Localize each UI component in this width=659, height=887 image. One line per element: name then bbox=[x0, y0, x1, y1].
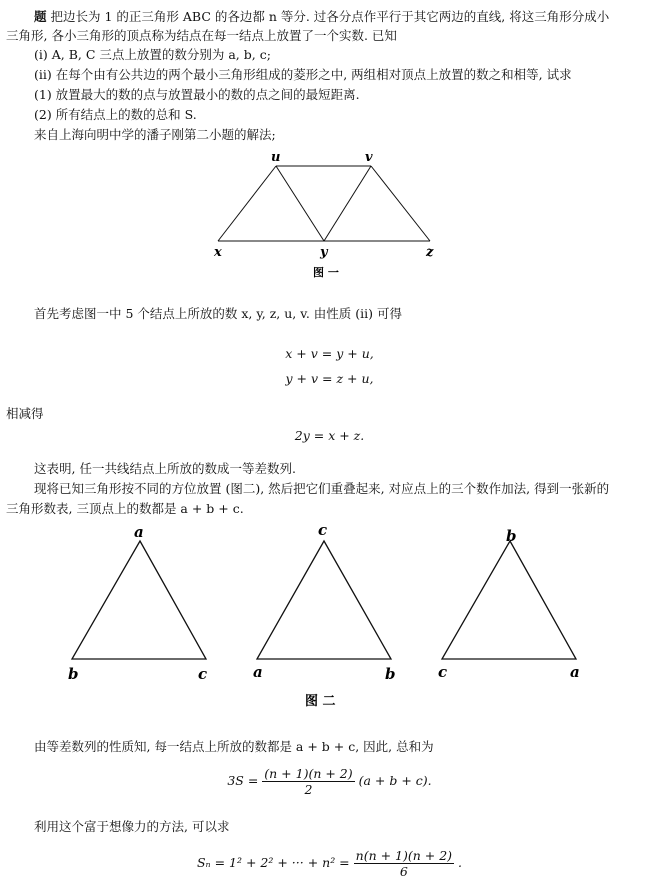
para-method: 利用这个富于想像力的方法, 可以求 bbox=[34, 819, 230, 834]
fig1-caption: 图 一 bbox=[313, 266, 339, 279]
source-note: 来自上海向明中学的潘子刚第二小题的解法; bbox=[34, 127, 276, 142]
tri3-label-left: c bbox=[438, 663, 448, 681]
tri2-label-top: c bbox=[318, 521, 328, 539]
fig2-caption: 图 二 bbox=[305, 694, 336, 709]
eq4-numerator: (n + 1)(n + 2) bbox=[264, 766, 353, 781]
fig1-edge-xu bbox=[218, 166, 276, 241]
problem-line-2: 三角形, 各小三角形的顶点称为结点在每一结点上放置了一个实数. 已知 bbox=[6, 28, 397, 43]
problem-tag: 题 bbox=[34, 9, 47, 24]
fig2-triangle-2 bbox=[257, 541, 391, 659]
tri1-label-top: a bbox=[134, 523, 144, 541]
tri3-label-top: b bbox=[506, 527, 517, 545]
fig1-label-z: z bbox=[426, 245, 434, 260]
para-arithmetic: 这表明, 任一共线结点上所放的数成一等差数列. bbox=[34, 461, 296, 476]
fig2-triangle-3 bbox=[442, 541, 576, 659]
question-1: (1) 放置最大的数的点与放置最小的数的点之间的最短距离. bbox=[34, 87, 360, 102]
para-sum: 由等差数列的性质知, 每一结点上所放的数都是 a + b + c, 因此, 总和为 bbox=[34, 739, 434, 754]
eq4-rhs: (a + b + c). bbox=[358, 773, 432, 788]
fig1-edge-yv bbox=[324, 166, 371, 241]
para-subtract: 相减得 bbox=[6, 406, 44, 421]
fig1-label-y: y bbox=[320, 245, 328, 260]
equation-4 bbox=[0, 765, 659, 797]
problem-line-1-text: 把边长为 1 的正三角形 ABC 的各边都 n 等分. 过各分点作平行于其它两边的直线, 将这三角形分成小 bbox=[50, 9, 610, 24]
equation-5 bbox=[0, 847, 659, 879]
fig2-triangle-1 bbox=[72, 541, 206, 659]
question-2: (2) 所有结点上的数的总和 S. bbox=[34, 107, 197, 122]
fig1-label-v: v bbox=[365, 150, 373, 165]
tri2-label-right: b bbox=[385, 665, 396, 683]
figure-2-diagram bbox=[0, 520, 659, 710]
tri1-label-left: b bbox=[68, 665, 79, 683]
eq5-numerator: n(n + 1)(n + 2) bbox=[355, 848, 453, 863]
eq4-denominator: 2 bbox=[304, 782, 313, 797]
para-rotate-1: 现将已知三角形按不同的方位放置 (图二), 然后把它们重叠起来, 对应点上的三个数作加法, 得到一张新的 bbox=[34, 481, 610, 496]
eq5-denominator: 6 bbox=[399, 864, 408, 879]
problem-line-1 bbox=[34, 9, 609, 25]
fig1-label-x: x bbox=[214, 245, 222, 260]
equation-1: x + v = y + u, bbox=[285, 346, 374, 361]
para-rotate-2: 三角形数表, 三顶点上的数都是 a + b + c. bbox=[6, 501, 244, 516]
figure-1-diagram bbox=[0, 145, 659, 285]
tri3-label-right: a bbox=[570, 663, 580, 681]
condition-1: (i) A, B, C 三点上放置的数分别为 a, b, c; bbox=[34, 47, 271, 62]
fig1-label-u: u bbox=[271, 150, 281, 165]
fig1-edge-vz bbox=[371, 166, 430, 241]
tri2-label-left: a bbox=[253, 663, 263, 681]
condition-2: (ii) 在每个由有公共边的两个最小三角形组成的菱形之中, 两组相对顶点上放置的数之和相等, 试求 bbox=[34, 67, 572, 82]
eq5-end: . bbox=[458, 855, 463, 870]
eq5-lhs: Sₙ = 1² + 2² + ··· + n² = bbox=[196, 855, 350, 870]
eq5-fraction bbox=[354, 848, 454, 879]
fig1-edge-uy bbox=[276, 166, 324, 241]
eq4-fraction bbox=[262, 766, 354, 797]
equation-3: 2y = x + z. bbox=[294, 428, 365, 443]
eq4-lhs: 3S = bbox=[227, 773, 259, 788]
tri1-label-right: c bbox=[198, 665, 208, 683]
para-consider: 首先考虑图一中 5 个结点上所放的数 x, y, z, u, v. 由性质 (ii) 可得 bbox=[34, 306, 402, 321]
equation-2: y + v = z + u, bbox=[285, 371, 374, 386]
